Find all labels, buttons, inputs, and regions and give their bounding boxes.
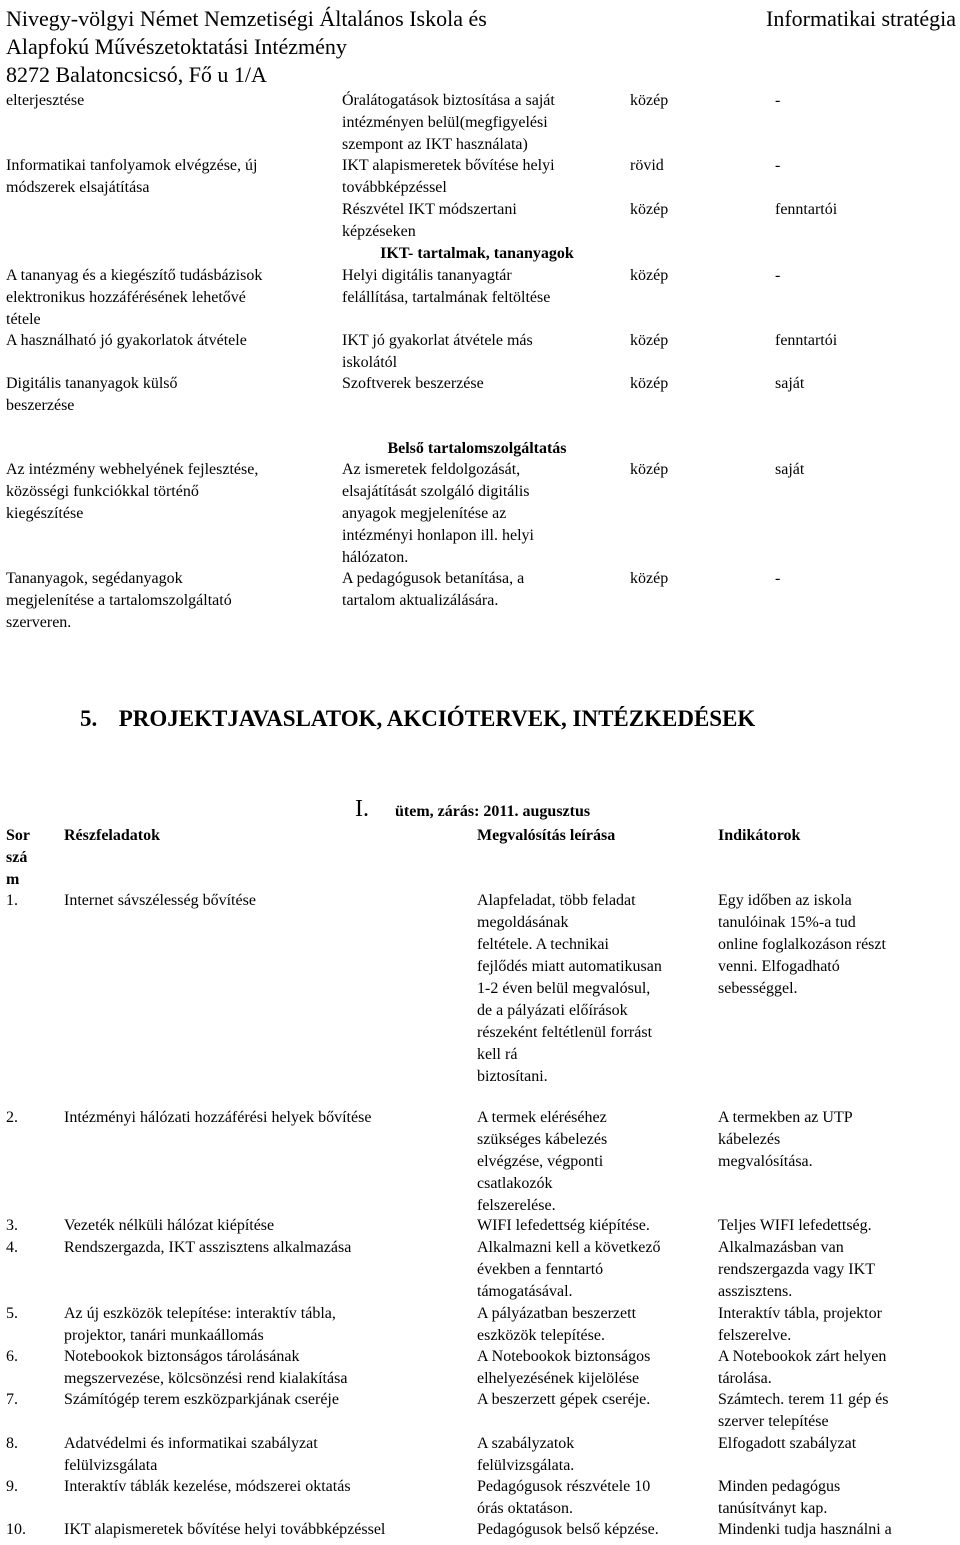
upper-action-cell: Óralátogatások biztosítása a saját intézményen belül(megfigyelési szempont az IKT használata) xyxy=(342,92,555,153)
row-description: Pedagógusok belső képzése. xyxy=(477,1521,659,1538)
upper-action-cell: Szoftverek beszerzése xyxy=(342,375,484,392)
upper-goal-cell: Informatikai tanfolyamok elvégzése, új módszerek elsajátítása xyxy=(6,157,258,196)
row-task: Notebookok biztonságos tárolásának megszervezése, kölcsönzési rend kialakítása xyxy=(64,1348,348,1387)
row-number: 6. xyxy=(6,1348,18,1365)
row-task: Adatvédelmi és informatikai szabályzat felülvizsgálata xyxy=(64,1435,318,1474)
school-name-line2: Alapfokú Művészetoktatási Intézmény xyxy=(6,34,347,59)
upper-goal-cell: Az intézmény webhelyének fejlesztése, közösségi funkciókkal történő kiegészítése xyxy=(6,461,259,522)
row-indicator: A Notebookok zárt helyen tárolása. xyxy=(718,1348,887,1387)
phase-roman: I. xyxy=(355,796,369,822)
row-task: IKT alapismeretek bővítése helyi továbbképzéssel xyxy=(64,1521,386,1538)
row-description: A beszerzett gépek cseréje. xyxy=(477,1391,651,1408)
row-description: Alapfeladat, több feladat megoldásának feltétele. A technikai fejlődés miatt automatikusan 1-2 éven belül megvalósul, de a pályázati előírások részeként feltétlenül forrást kell rá biztosítani. xyxy=(477,892,662,1085)
row-indicator: Teljes WIFI lefedettség. xyxy=(718,1217,872,1234)
row-indicator: Egy időben az iskola tanulóinak 15%-a tud online foglalkozáson részt venni. Elfogadható sebességgel. xyxy=(718,892,886,997)
upper-source-cell: saját xyxy=(775,461,805,478)
row-indicator: Alkalmazásban van rendszergazda vagy IKT asszisztens. xyxy=(718,1239,875,1300)
row-task: Internet sávszélesség bővítése xyxy=(64,892,256,909)
upper-action-cell: Helyi digitális tananyagtár felállítása, tartalmának feltöltése xyxy=(342,267,551,306)
upper-goal-cell: A tananyag és a kiegészítő tudásbázisok elektronikus hozzáférésének lehetővé tétele xyxy=(6,267,263,328)
row-number: 9. xyxy=(6,1478,18,1495)
row-indicator: Elfogadott szabályzat xyxy=(718,1435,857,1452)
row-indicator: Interaktív tábla, projektor felszerelve. xyxy=(718,1305,882,1344)
row-number: 8. xyxy=(6,1435,18,1452)
row-number: 7. xyxy=(6,1391,18,1408)
row-description: Pedagógusok részvétele 10 órás oktatáson. xyxy=(477,1478,651,1517)
row-description: A Notebookok biztonságos elhelyezésének kijelölése xyxy=(477,1348,651,1387)
upper-source-cell: - xyxy=(775,92,781,109)
school-name-line1: Nivegy-völgyi Német Nemzetiségi Általános Iskola és xyxy=(6,6,487,31)
upper-goal-cell: A használható jó gyakorlatok átvétele xyxy=(6,332,247,349)
upper-source-cell: fenntartói xyxy=(775,332,838,349)
upper-action-cell: Az ismeretek feldolgozását, elsajátítását szolgáló digitális anyagok megjelenítése az intézményi honlapon ill. helyi hálózaton. xyxy=(342,461,534,566)
upper-action-cell: A pedagógusok betanítása, a tartalom aktualizálására. xyxy=(342,570,525,609)
row-number: 1. xyxy=(6,892,18,909)
upper-source-cell: saját xyxy=(775,375,805,392)
upper-term-cell: közép xyxy=(630,267,669,284)
phase-text: ütem, zárás: 2011. augusztus xyxy=(395,803,591,820)
row-number: 4. xyxy=(6,1239,18,1256)
upper-source-cell: fenntartói xyxy=(775,201,838,218)
upper-term-cell: közép xyxy=(630,461,669,478)
row-task: Vezeték nélküli hálózat kiépítése xyxy=(64,1217,275,1234)
row-indicator: Minden pedagógus tanúsítványt kap. xyxy=(718,1478,841,1517)
row-number: 5. xyxy=(6,1305,18,1322)
sub-heading-content: Belső tartalomszolgáltatás xyxy=(387,440,567,457)
upper-action-cell: IKT alapismeretek bővítése helyi továbbképzéssel xyxy=(342,157,555,196)
row-task: Intézményi hálózati hozzáférési helyek bővítése xyxy=(64,1109,372,1126)
row-description: A termek eléréséhez szükséges kábelezés elvégzése, végponti csatlakozók felszerelése. xyxy=(477,1109,608,1214)
row-task: Rendszergazda, IKT asszisztens alkalmazása xyxy=(64,1239,352,1256)
upper-term-cell: közép xyxy=(630,201,669,218)
school-address: 8272 Balatoncsicsó, Fő u 1/A xyxy=(6,62,267,87)
document-title: Informatikai stratégia xyxy=(766,6,956,31)
row-number: 3. xyxy=(6,1217,18,1234)
section-number: 5. xyxy=(80,706,98,731)
row-description: WIFI lefedettség kiépítése. xyxy=(477,1217,650,1234)
row-task: Az új eszközök telepítése: interaktív tábla, projektor, tanári munkaállomás xyxy=(64,1305,336,1344)
row-task: Interaktív táblák kezelése, módszerei oktatás xyxy=(64,1478,351,1495)
upper-source-cell: - xyxy=(775,570,781,587)
row-number: 2. xyxy=(6,1109,18,1126)
upper-term-cell: közép xyxy=(630,570,669,587)
upper-source-cell: - xyxy=(775,157,781,174)
row-indicator: Számtech. terem 11 gép és szerver telepítése xyxy=(718,1391,889,1430)
header-implementation: Megvalósítás leírása xyxy=(477,827,616,844)
header-subtasks: Részfeladatok xyxy=(64,827,160,844)
sub-heading-ikt: IKT- tartalmak, tananyagok xyxy=(380,245,574,262)
upper-term-cell: közép xyxy=(630,92,669,109)
upper-goal-cell: elterjesztése xyxy=(6,92,85,109)
section-title: PROJEKTJAVASLATOK, AKCIÓTERVEK, INTÉZKEDÉSEK xyxy=(118,706,756,731)
row-indicator: A termekben az UTP kábelezés megvalósítása. xyxy=(718,1109,853,1170)
section-heading xyxy=(80,706,755,732)
upper-action-cell: IKT jó gyakorlat átvétele más iskolától xyxy=(342,332,533,371)
row-number: 10. xyxy=(6,1521,26,1538)
upper-goal-cell: Tananyagok, segédanyagok megjelenítése a tartalomszolgáltató szerveren. xyxy=(6,570,232,631)
upper-term-cell: közép xyxy=(630,375,669,392)
row-indicator: Mindenki tudja használni a xyxy=(718,1521,892,1538)
row-description: A szabályzatok felülvizsgálata. xyxy=(477,1435,575,1474)
phase-heading xyxy=(355,796,590,823)
upper-goal-cell: Digitális tananyagok külső beszerzése xyxy=(6,375,178,414)
row-description: Alkalmazni kell a következő években a fenntartó támogatásával. xyxy=(477,1239,661,1300)
header-row-number: Sor szá m xyxy=(6,827,30,888)
row-task: Számítógép terem eszközparkjának cseréje xyxy=(64,1391,339,1408)
row-description: A pályázatban beszerzett eszközök telepítése. xyxy=(477,1305,637,1344)
header-indicators: Indikátorok xyxy=(718,827,801,844)
upper-term-cell: rövid xyxy=(630,157,664,174)
upper-term-cell: közép xyxy=(630,332,669,349)
upper-action-cell: Részvétel IKT módszertani képzéseken xyxy=(342,201,517,240)
upper-source-cell: - xyxy=(775,267,781,284)
